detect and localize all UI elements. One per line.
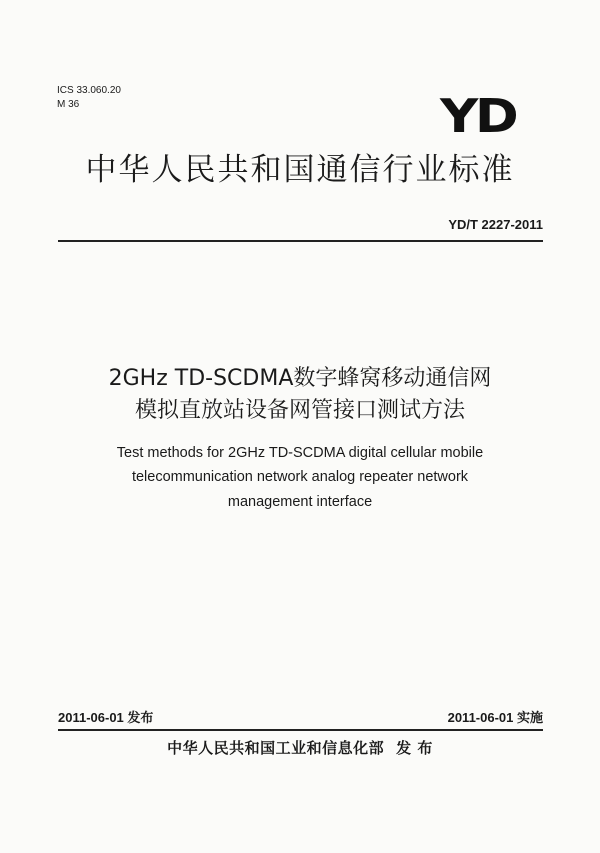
issuer-name: 中华人民共和国工业和信息化部 [167, 739, 385, 757]
issuing-authority [0, 738, 600, 758]
implementation-date: 2011-06-01 实施 [447, 710, 543, 725]
top-divider [58, 240, 543, 242]
english-title-line-1: Test methods for 2GHz TD-SCDMA digital cellular mobile [116, 445, 484, 461]
standard-number: YD/T 2227-2011 [448, 217, 543, 232]
chinese-title-line-1: 2GHz TD-SCDMA数字蜂窝移动通信网 [108, 366, 492, 391]
yd-logo: YD [440, 89, 516, 143]
standard-category-title: 中华人民共和国通信行业标准 [85, 152, 515, 188]
issuer-action: 发 布 [396, 739, 433, 757]
english-title-line-2: telecommunication network analog repeater network [131, 469, 469, 485]
chinese-title-line-2: 模拟直放站设备网管接口测试方法 [134, 398, 465, 423]
bottom-divider [58, 729, 543, 731]
ics-code: ICS 33.060.20 [57, 85, 121, 96]
issue-date: 2011-06-01 发布 [58, 710, 154, 725]
english-title-line-3: management interface [227, 494, 373, 510]
ccs-code: M 36 [57, 99, 80, 110]
